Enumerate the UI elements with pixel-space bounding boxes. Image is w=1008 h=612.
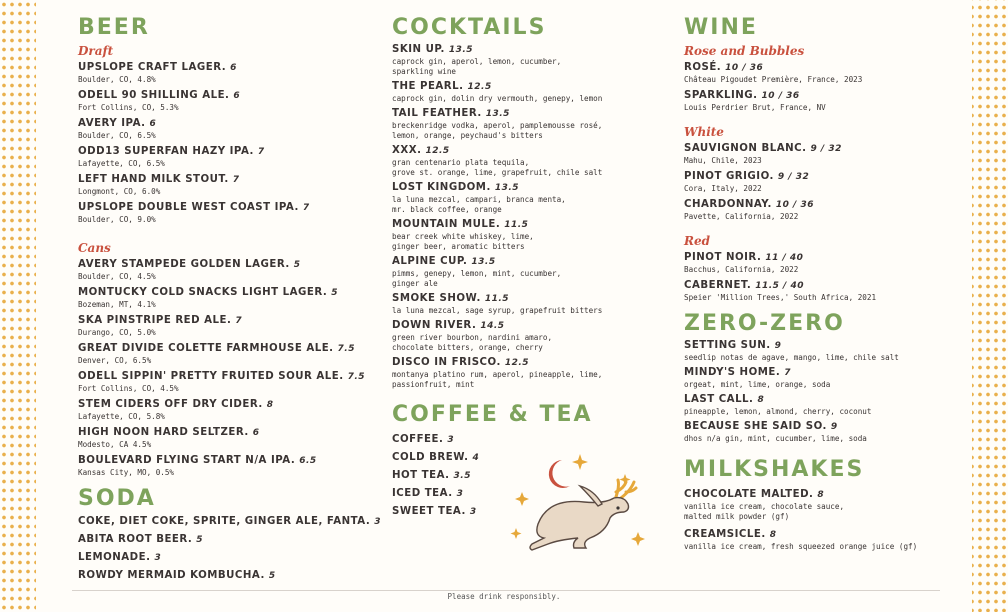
item-name-text: AVERY IPA. [78, 118, 146, 129]
item-description: gran centenario plata tequila, [392, 158, 530, 167]
item-price: 13.5 [471, 257, 496, 267]
item-name-text: BOULEVARD FLYING START N/A IPA. [78, 455, 296, 466]
item-name [684, 61, 974, 75]
menu-item [684, 251, 974, 275]
item-name-text: CHOCOLATE MALTED. [684, 489, 814, 500]
item-name-text: HOT TEA. [392, 470, 450, 481]
item-description: dhos n/a gin, mint, cucumber, lime, soda [684, 434, 867, 443]
item-price: 5 [293, 260, 301, 270]
item-name [78, 342, 378, 356]
red-subtitle: Red [684, 234, 710, 248]
item-description: Kansas City, MO, 0.5% [78, 468, 175, 477]
item-name [684, 393, 974, 407]
item-name [78, 173, 378, 187]
menu-item [78, 89, 378, 113]
item-price: 3 [456, 489, 464, 499]
beer-column [78, 14, 381, 583]
item-price: 5 [196, 535, 204, 545]
menu-item [78, 370, 378, 394]
item-description: orgeat, mint, lime, orange, soda [684, 380, 831, 389]
item-price: 7.5 [337, 344, 355, 354]
item-name [684, 198, 974, 212]
item-description: la luna mezcal, campari, branca menta, [392, 195, 566, 204]
item-name-text: HIGH NOON HARD SELTZER. [78, 427, 249, 438]
cocktails-title: COCKTAILS [392, 15, 547, 40]
menu-item [684, 420, 974, 444]
item-description: ginger beer, aromatic bitters [392, 242, 525, 251]
item-name [392, 43, 672, 57]
cans-list [78, 258, 378, 478]
item-name [684, 279, 974, 293]
item-name [78, 533, 378, 547]
item-price: 7.5 [347, 372, 366, 382]
item-name-text: XXX. [392, 145, 422, 156]
item-description: pimms, genepy, lemon, mint, cucumber, [392, 269, 562, 278]
item-name-text: LEMONADE. [78, 552, 151, 563]
item-description: Speier 'Million Trees,' South Africa, 2021 [684, 293, 877, 302]
item-description: Modesto, CA 4.5% [78, 440, 152, 449]
item-name [392, 80, 672, 94]
item-price: 11.5 / 40 [755, 281, 804, 291]
item-price: 4 [472, 453, 480, 463]
menu-item [78, 569, 378, 583]
item-price: 7 [784, 368, 791, 378]
item-description: grove st. orange, lime, grapefruit, chile salt [392, 168, 603, 177]
item-price: 5 [331, 288, 339, 298]
item-name [78, 454, 378, 468]
menu-item [78, 426, 378, 450]
item-description: Lafayette, CO, 5.8% [78, 412, 165, 421]
item-description: lemon, orange, peychaud's bitters [392, 131, 543, 140]
item-description: Lafayette, CO, 6.5% [78, 159, 165, 168]
item-name-text: MINDY'S HOME. [684, 367, 781, 378]
item-name-text: SMOKE SHOW. [392, 293, 481, 304]
soda-title: SODA [78, 486, 156, 511]
item-name [78, 426, 378, 440]
menu-item [392, 144, 672, 178]
menu-item [78, 515, 381, 529]
item-description: malted milk powder (gf) [684, 512, 790, 521]
menu-item [78, 117, 378, 141]
footer [0, 584, 1008, 603]
draft-subtitle: Draft [78, 44, 114, 58]
menu-item [78, 398, 378, 422]
item-name [78, 515, 381, 529]
item-price: 6 [230, 63, 237, 73]
item-description: seedlip notas de agave, mango, lime, chile salt [684, 353, 899, 362]
menu-item [684, 61, 974, 85]
item-name [684, 420, 974, 434]
coffee-tea-title: COFFEE & TEA [392, 402, 593, 427]
item-name-text: SAUVIGNON BLANC. [684, 143, 807, 154]
item-description: la luna mezcal, sage syrup, grapefruit bitters [392, 306, 603, 315]
item-description: vanilla ice cream, chocolate sauce, [684, 502, 845, 511]
item-price: 3 [154, 553, 162, 563]
item-name-text: SWEET TEA. [392, 506, 466, 517]
item-name-text: CHARDONNAY. [684, 199, 772, 210]
menu-item [78, 551, 378, 565]
menu-item [392, 80, 672, 104]
item-description: caprock gin, aperol, lemon, cucumber, [392, 57, 562, 66]
item-name-text: SKA PINSTRIPE RED ALE. [78, 315, 232, 326]
decorative-dot-border-right [972, 0, 1008, 612]
item-name [392, 319, 672, 333]
milkshakes-title: MILKSHAKES [684, 457, 865, 482]
item-name-text: SKIN UP. [392, 44, 445, 55]
wine-column [684, 14, 974, 552]
item-name-text: ALPINE CUP. [392, 256, 468, 267]
menu-item [684, 198, 974, 222]
item-name [78, 286, 378, 300]
item-name-text: GREAT DIVIDE COLETTE FARMHOUSE ALE. [78, 343, 334, 354]
item-name-text: PINOT NOIR. [684, 252, 762, 263]
item-name [78, 551, 378, 565]
item-description: Boulder, CO, 4.5% [78, 272, 156, 281]
item-name-text: THE PEARL. [392, 81, 464, 92]
item-description: chocolate bitters, orange, cherry [392, 343, 543, 352]
item-name-text: ROSÉ. [684, 62, 722, 73]
item-price: 7 [235, 316, 243, 326]
footer-text: Please drink responsibly. [440, 592, 569, 601]
soda-list [78, 515, 381, 583]
item-description: green river bourbon, nardini amaro, [392, 333, 553, 342]
item-price: 9 [774, 341, 782, 351]
item-name [392, 356, 672, 370]
item-price: 8 [817, 490, 825, 500]
item-name [684, 142, 974, 156]
draft-list [78, 61, 378, 225]
item-price: 8 [769, 530, 777, 540]
item-name-text: SETTING SUN. [684, 340, 771, 351]
item-name-text: UPSLOPE CRAFT LAGER. [78, 62, 227, 73]
item-name-text: PINOT GRIGIO. [684, 171, 774, 182]
item-name-text: COKE, DIET COKE, SPRITE, GINGER ALE, FANTA. [78, 516, 371, 527]
item-name [78, 314, 378, 328]
item-name-text: MONTUCKY COLD SNACKS LIGHT LAGER. [78, 287, 328, 298]
zero-zero-title: ZERO-ZERO [684, 311, 845, 336]
item-price: 10 / 36 [761, 91, 800, 101]
item-name-text: ABITA ROOT BEER. [78, 534, 193, 545]
item-name-text: BECAUSE SHE SAID SO. [684, 421, 827, 432]
item-name [684, 528, 974, 542]
item-name [392, 144, 672, 158]
item-name [78, 201, 378, 215]
item-name-text: LOST KINGDOM. [392, 182, 491, 193]
menu-item [392, 255, 672, 289]
item-price: 3.5 [453, 471, 471, 481]
menu-item [392, 43, 672, 77]
item-description: Pavette, California, 2022 [684, 212, 799, 221]
item-description: caprock gin, dolin dry vermouth, genepy, lemon [392, 94, 603, 103]
item-price: 10 / 36 [775, 200, 814, 210]
jackalope-icon [510, 452, 660, 564]
item-name-text: ODD13 SUPERFAN HAZY IPA. [78, 146, 254, 157]
item-price: 6 [233, 91, 241, 101]
item-name [392, 255, 672, 269]
item-price: 11.5 [504, 220, 529, 230]
item-description: Fort Collins, CO, 4.5% [78, 384, 179, 393]
decorative-dot-border-left [0, 0, 36, 612]
menu-item [392, 107, 672, 141]
item-description: Boulder, CO, 9.0% [78, 215, 156, 224]
item-name-text: AVERY STAMPEDE GOLDEN LAGER. [78, 259, 290, 270]
item-name [392, 433, 672, 447]
item-price: 12.5 [504, 358, 530, 368]
item-name-text: CABERNET. [684, 280, 752, 291]
menu-item [684, 366, 974, 390]
item-name-text: ICED TEA. [392, 488, 453, 499]
item-description: bear creek white whiskey, lime, [392, 232, 534, 241]
item-name [392, 292, 672, 306]
item-description: Château Pigoudet Première, France, 2023 [684, 75, 863, 84]
item-description: Bozeman, MT, 4.1% [78, 300, 156, 309]
cocktails-column [392, 14, 672, 519]
menu-item [684, 528, 974, 552]
item-price: 12.5 [467, 82, 492, 92]
item-description: Denver, CO, 6.5% [78, 356, 152, 365]
item-name [684, 366, 974, 380]
item-description: pineapple, lemon, almond, cherry, coconut [684, 407, 872, 416]
menu-item [78, 173, 378, 197]
item-price: 3 [469, 507, 477, 517]
item-price: 6 [149, 119, 157, 129]
rose-list [684, 61, 974, 113]
menu-item [684, 279, 974, 303]
item-name-text: SPARKLING. [684, 90, 758, 101]
item-name [78, 370, 378, 384]
item-price: 6 [252, 428, 260, 438]
item-name [392, 107, 672, 121]
item-description: Cora, Italy, 2022 [684, 184, 762, 193]
menu-item [392, 218, 672, 252]
menu-item [78, 342, 378, 366]
item-name-text: TAIL FEATHER. [392, 108, 482, 119]
beer-title: BEER [78, 15, 150, 40]
item-name [684, 251, 974, 265]
item-name [78, 258, 378, 272]
item-description: passionfruit, mint [392, 380, 475, 389]
item-name-text: DISCO IN FRISCO. [392, 357, 501, 368]
item-name-text: UPSLOPE DOUBLE WEST COAST IPA. [78, 202, 299, 213]
cans-subtitle: Cans [78, 241, 111, 255]
item-name-text: MOUNTAIN MULE. [392, 219, 501, 230]
item-name-text: ODELL SIPPIN' PRETTY FRUITED SOUR ALE. [78, 371, 344, 382]
item-name-text: ODELL 90 SHILLING ALE. [78, 90, 230, 101]
item-name [684, 170, 974, 184]
white-list [684, 142, 974, 222]
item-price: 13.5 [485, 109, 510, 119]
menu-item [78, 533, 378, 547]
item-name [78, 89, 378, 103]
red-list [684, 251, 974, 303]
item-name [392, 218, 672, 232]
item-price: 7 [232, 175, 240, 185]
menu-item [78, 61, 378, 85]
item-price: 5 [268, 571, 276, 581]
item-name [78, 398, 378, 412]
item-description: Boulder, CO, 6.5% [78, 131, 156, 140]
item-name [78, 117, 378, 131]
item-name-text: COFFEE. [392, 434, 444, 445]
item-name [78, 61, 378, 75]
item-description: Fort Collins, CO, 5.3% [78, 103, 179, 112]
item-description: mr. black coffee, orange [392, 205, 502, 214]
item-description: ginger ale [392, 279, 438, 288]
item-price: 8 [757, 395, 765, 405]
menu-item [684, 339, 974, 363]
item-description: Louis Perdrier Brut, France, NV [684, 103, 826, 112]
item-name-text: ROWDY MERMAID KOMBUCHA. [78, 570, 265, 581]
item-name [684, 89, 974, 103]
item-description: montanya platino rum, aperol, pineapple, lime, [392, 370, 603, 379]
zero-list [684, 339, 974, 444]
item-description: Boulder, CO, 4.8% [78, 75, 156, 84]
item-price: 9 / 32 [810, 144, 842, 154]
menu-item [392, 433, 672, 447]
item-price: 3 [374, 517, 381, 527]
menu-item [78, 454, 378, 478]
item-price: 13.5 [494, 183, 520, 193]
item-price: 11 / 40 [765, 253, 804, 263]
rose-subtitle: Rose and Bubbles [684, 44, 805, 58]
item-name-text: LEFT HAND MILK STOUT. [78, 174, 229, 185]
item-description: Longmont, CO, 6.0% [78, 187, 161, 196]
item-description: vanilla ice cream, fresh squeezed orange juice (gf) [684, 542, 918, 551]
item-name [392, 181, 672, 195]
item-name [684, 339, 974, 353]
menu-item [684, 393, 974, 417]
menu-item [78, 258, 378, 282]
item-price: 11.5 [484, 294, 510, 304]
item-description: Mahu, Chile, 2023 [684, 156, 762, 165]
item-name [78, 569, 378, 583]
item-description: breckenridge vodka, aperol, pamplemousse rosé, [392, 121, 603, 130]
item-price: 7 [257, 147, 265, 157]
menu-item [78, 145, 378, 169]
item-description: Bacchus, California, 2022 [684, 265, 799, 274]
item-price: 7 [302, 203, 310, 213]
wine-title: WINE [684, 15, 758, 40]
item-price: 3 [447, 435, 455, 445]
menu-item [392, 356, 672, 390]
item-description: sparkling wine [392, 67, 457, 76]
item-name-text: DOWN RIVER. [392, 320, 477, 331]
item-price: 6.5 [299, 456, 317, 466]
menu-item [392, 181, 672, 215]
item-name-text: STEM CIDERS OFF DRY CIDER. [78, 399, 263, 410]
menu-item [684, 89, 974, 113]
item-description: Durango, CO, 5.0% [78, 328, 156, 337]
menu-item [78, 201, 378, 225]
menu-item [392, 292, 672, 316]
menu-item [392, 319, 672, 353]
item-price: 9 / 32 [777, 172, 810, 182]
item-name [78, 145, 378, 159]
menu-item [78, 314, 378, 338]
item-name-text: COLD BREW. [392, 452, 469, 463]
item-name-text: LAST CALL. [684, 394, 754, 405]
menu-item [684, 170, 974, 194]
white-subtitle: White [684, 125, 724, 139]
milkshake-list [684, 488, 974, 552]
item-price: 9 [830, 422, 838, 432]
item-price: 8 [266, 400, 274, 410]
item-name-text: CREAMSICLE. [684, 529, 766, 540]
item-name [684, 488, 974, 502]
menu-item [684, 488, 974, 522]
menu-item [684, 142, 974, 166]
cocktail-list [392, 43, 672, 390]
menu-item [78, 286, 378, 310]
item-price: 12.5 [425, 146, 450, 156]
item-price: 10 / 36 [725, 63, 764, 73]
item-price: 13.5 [448, 45, 474, 55]
item-price: 14.5 [480, 321, 505, 331]
